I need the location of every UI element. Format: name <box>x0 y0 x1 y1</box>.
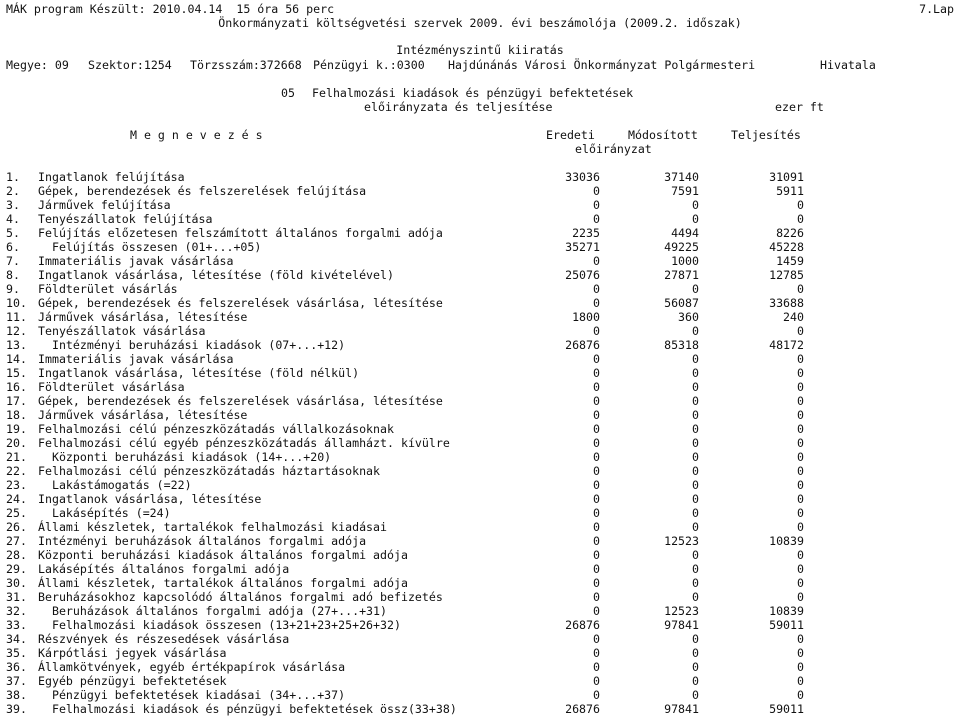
cell-orig: 0 <box>593 408 600 422</box>
cell-act: 0 <box>797 660 804 674</box>
cell-act: 0 <box>797 520 804 534</box>
row-label: Pénzügyi befektetések kiadásai (34+...+37) <box>38 688 346 702</box>
cell-mod: 4494 <box>671 226 699 240</box>
cell-mod: 7591 <box>671 184 699 198</box>
row-label: Felújítás összesen (01+...+05) <box>38 240 262 254</box>
row-number: 9. <box>6 282 20 296</box>
cell-act: 0 <box>797 212 804 226</box>
row-number: 38. <box>6 688 27 702</box>
cell-orig: 0 <box>593 478 600 492</box>
cell-mod: 0 <box>692 282 699 296</box>
cell-act: 10839 <box>769 604 804 618</box>
row-label: Felhalmozási célú pénzeszközátadás háztartásoknak <box>38 464 381 478</box>
row-label: Kárpótlási jegyek vásárlása <box>38 646 227 660</box>
cell-act: 0 <box>797 646 804 660</box>
row-number: 31. <box>6 590 27 604</box>
cell-act: 0 <box>797 548 804 562</box>
report-subtitle: Önkormányzati költségvetési szervek 2009. évi beszámolója (2009.2. időszak) <box>218 16 742 30</box>
cell-orig: 0 <box>593 212 600 226</box>
cell-orig: 0 <box>593 688 600 702</box>
cell-mod: 12523 <box>664 604 699 618</box>
cell-act: 0 <box>797 478 804 492</box>
row-label: Felhalmozási célú egyéb pénzeszközátadás államházt. kívülre <box>38 436 450 450</box>
cell-orig: 26876 <box>565 702 600 716</box>
cell-act: 0 <box>797 408 804 422</box>
cell-act: 1459 <box>776 254 804 268</box>
cell-act: 0 <box>797 590 804 604</box>
row-label: Immateriális javak vásárlása <box>38 254 234 268</box>
cell-mod: 0 <box>692 576 699 590</box>
cell-mod: 360 <box>678 310 699 324</box>
row-number: 21. <box>6 450 27 464</box>
row-number: 32. <box>6 604 27 618</box>
row-label: Államkötvények, egyéb értékpapírok vásárlása <box>38 660 346 674</box>
row-label: Tenyészállatok vásárlása <box>38 324 206 338</box>
cell-act: 0 <box>797 352 804 366</box>
column-budget-header: előirányzat <box>575 142 652 156</box>
cell-orig: 0 <box>593 254 600 268</box>
row-number: 33. <box>6 618 27 632</box>
cell-mod: 0 <box>692 212 699 226</box>
cell-act: 31091 <box>769 170 804 184</box>
row-label: Gépek, berendezések és felszerelések vásárlása, létesítése <box>38 296 443 310</box>
cell-act: 33688 <box>769 296 804 310</box>
row-label: Felhalmozási célú pénzeszközátadás vállalkozásoknak <box>38 422 394 436</box>
cell-mod: 49225 <box>664 240 699 254</box>
row-number: 20. <box>6 436 27 450</box>
row-number: 13. <box>6 338 27 352</box>
cell-mod: 37140 <box>664 170 699 184</box>
cell-mod: 0 <box>692 492 699 506</box>
cell-mod: 85318 <box>664 338 699 352</box>
report-code: 05 <box>281 86 295 100</box>
cell-act: 0 <box>797 450 804 464</box>
row-number: 22. <box>6 464 27 478</box>
cell-act: 0 <box>797 688 804 702</box>
cell-orig: 35271 <box>565 240 600 254</box>
cell-orig: 0 <box>593 632 600 646</box>
cell-orig: 26876 <box>565 618 600 632</box>
row-number: 17. <box>6 394 27 408</box>
row-label: Központi beruházási kiadások általános forgalmi adója <box>38 548 408 562</box>
cell-orig: 26876 <box>565 338 600 352</box>
row-number: 10. <box>6 296 27 310</box>
cell-orig: 0 <box>593 296 600 310</box>
unit-label: ezer ft <box>775 100 824 114</box>
cell-act: 240 <box>783 310 804 324</box>
row-number: 19. <box>6 422 27 436</box>
cell-mod: 0 <box>692 478 699 492</box>
cell-act: 45228 <box>769 240 804 254</box>
row-label: Ingatlanok vásárlása, létesítése <box>38 492 262 506</box>
cell-orig: 0 <box>593 674 600 688</box>
row-number: 8. <box>6 268 20 282</box>
row-label: Részvények és részesedések vásárlása <box>38 632 290 646</box>
row-number: 16. <box>6 380 27 394</box>
cell-mod: 0 <box>692 548 699 562</box>
cell-mod: 0 <box>692 660 699 674</box>
row-label: Állami készletek, tartalékok általános forgalmi adója <box>38 576 408 590</box>
cell-orig: 0 <box>593 604 600 618</box>
row-label: Gépek, berendezések és felszerelések vásárlása, létesítése <box>38 394 443 408</box>
cell-orig: 0 <box>593 576 600 590</box>
registry-number: Törzsszám:372668 <box>190 58 302 72</box>
cell-mod: 0 <box>692 464 699 478</box>
cell-mod: 97841 <box>664 702 699 716</box>
row-label: Ingatlanok vásárlása, létesítése (föld nélkül) <box>38 366 360 380</box>
column-name-header: M e g n e v e z é s <box>130 128 263 142</box>
row-label: Járművek vásárlása, létesítése <box>38 310 248 324</box>
report-title: Felhalmozási kiadások és pénzügyi befektetések <box>312 86 634 100</box>
level-label: Intézményszintű kiiratás <box>396 43 564 57</box>
cell-orig: 2235 <box>572 226 600 240</box>
cell-mod: 0 <box>692 436 699 450</box>
cell-act: 10839 <box>769 534 804 548</box>
cell-act: 0 <box>797 380 804 394</box>
program-line: MÁK program Készült: 2010.04.14 15 óra 56 perc <box>6 2 335 16</box>
row-number: 7. <box>6 254 20 268</box>
row-label: Állami készletek, tartalékok felhalmozási kiadásai <box>38 520 388 534</box>
sector-code: Szektor:1254 <box>88 58 172 72</box>
cell-mod: 0 <box>692 422 699 436</box>
institution-name: Hajdúnánás Városi Önkormányzat Polgármesteri <box>448 58 756 72</box>
cell-orig: 0 <box>593 506 600 520</box>
cell-orig: 0 <box>593 548 600 562</box>
row-label: Lakásépítés általános forgalmi adója <box>38 562 290 576</box>
cell-act: 0 <box>797 422 804 436</box>
row-label: Lakástámogatás (=22) <box>38 478 192 492</box>
cell-mod: 0 <box>692 324 699 338</box>
row-number: 15. <box>6 366 27 380</box>
row-number: 6. <box>6 240 20 254</box>
cell-orig: 0 <box>593 436 600 450</box>
cell-mod: 97841 <box>664 618 699 632</box>
row-label: Járművek felújítása <box>38 198 171 212</box>
cell-mod: 0 <box>692 366 699 380</box>
cell-orig: 25076 <box>565 268 600 282</box>
row-label: Gépek, berendezések és felszerelések felújítása <box>38 184 367 198</box>
row-label: Földterület vásárlása <box>38 380 185 394</box>
row-number: 11. <box>6 310 27 324</box>
row-number: 2. <box>6 184 20 198</box>
cell-act: 0 <box>797 436 804 450</box>
row-number: 34. <box>6 632 27 646</box>
row-number: 39. <box>6 702 27 716</box>
cell-orig: 0 <box>593 422 600 436</box>
cell-mod: 0 <box>692 408 699 422</box>
cell-mod: 1000 <box>671 254 699 268</box>
cell-mod: 0 <box>692 380 699 394</box>
row-label: Központi beruházási kiadások (14+...+20) <box>38 450 332 464</box>
cell-act: 8226 <box>776 226 804 240</box>
cell-mod: 56087 <box>664 296 699 310</box>
cell-orig: 0 <box>593 198 600 212</box>
page-number: 7.Lap <box>919 2 954 16</box>
cell-act: 0 <box>797 674 804 688</box>
county-code: Megye: 09 <box>6 58 69 72</box>
row-number: 26. <box>6 520 27 534</box>
cell-orig: 0 <box>593 352 600 366</box>
cell-act: 0 <box>797 324 804 338</box>
cell-act: 0 <box>797 464 804 478</box>
cell-orig: 0 <box>593 380 600 394</box>
column-actual-header: Teljesítés <box>731 128 801 142</box>
row-label: Járművek vásárlása, létesítése <box>38 408 248 422</box>
row-number: 28. <box>6 548 27 562</box>
cell-act: 59011 <box>769 618 804 632</box>
cell-orig: 0 <box>593 590 600 604</box>
cell-mod: 0 <box>692 646 699 660</box>
cell-mod: 0 <box>692 632 699 646</box>
cell-orig: 0 <box>593 282 600 296</box>
cell-mod: 0 <box>692 450 699 464</box>
cell-mod: 0 <box>692 688 699 702</box>
cell-act: 0 <box>797 394 804 408</box>
row-label: Ingatlanok vásárlása, létesítése (föld kivételével) <box>38 268 394 282</box>
cell-mod: 0 <box>692 198 699 212</box>
row-number: 29. <box>6 562 27 576</box>
row-label: Tenyészállatok felújítása <box>38 212 213 226</box>
cell-act: 12785 <box>769 268 804 282</box>
cell-orig: 0 <box>593 562 600 576</box>
cell-mod: 0 <box>692 562 699 576</box>
row-label: Földterület vásárlás <box>38 282 178 296</box>
row-number: 3. <box>6 198 20 212</box>
row-number: 14. <box>6 352 27 366</box>
cell-orig: 0 <box>593 646 600 660</box>
row-number: 23. <box>6 478 27 492</box>
row-number: 30. <box>6 576 27 590</box>
cell-act: 0 <box>797 282 804 296</box>
cell-orig: 1800 <box>572 310 600 324</box>
row-number: 35. <box>6 646 27 660</box>
row-number: 1. <box>6 170 20 184</box>
cell-orig: 0 <box>593 394 600 408</box>
report-title-2: előirányzata és teljesítése <box>364 100 553 114</box>
row-label: Egyéb pénzügyi befektetések <box>38 674 227 688</box>
column-original-header: Eredeti <box>546 128 595 142</box>
row-number: 12. <box>6 324 27 338</box>
cell-act: 0 <box>797 492 804 506</box>
row-label: Felhalmozási kiadások és pénzügyi befektetések össz(33+38) <box>38 702 457 716</box>
cell-orig: 0 <box>593 492 600 506</box>
cell-act: 0 <box>797 632 804 646</box>
row-label: Intézményi beruházási kiadások (07+...+12) <box>38 338 346 352</box>
ministry-code: Pénzügyi k.:0300 <box>313 58 425 72</box>
row-label: Beruházásokhoz kapcsolódó általános forgalmi adó befizetés <box>38 590 443 604</box>
cell-orig: 0 <box>593 464 600 478</box>
cell-act: 0 <box>797 562 804 576</box>
cell-mod: 0 <box>692 394 699 408</box>
cell-orig: 0 <box>593 184 600 198</box>
cell-act: 0 <box>797 576 804 590</box>
row-number: 27. <box>6 534 27 548</box>
row-label: Felújítás előzetesen felszámított általános forgalmi adója <box>38 226 443 240</box>
cell-orig: 0 <box>593 520 600 534</box>
cell-mod: 0 <box>692 506 699 520</box>
row-label: Lakásépítés (=24) <box>38 506 171 520</box>
cell-orig: 0 <box>593 324 600 338</box>
cell-orig: 0 <box>593 660 600 674</box>
cell-orig: 0 <box>593 450 600 464</box>
row-label: Immateriális javak vásárlása <box>38 352 234 366</box>
cell-orig: 0 <box>593 366 600 380</box>
row-label: Beruházások általános forgalmi adója (27+...+31) <box>38 604 388 618</box>
cell-orig: 33036 <box>565 170 600 184</box>
cell-mod: 0 <box>692 352 699 366</box>
cell-act: 0 <box>797 366 804 380</box>
cell-act: 0 <box>797 198 804 212</box>
row-number: 5. <box>6 226 20 240</box>
row-number: 18. <box>6 408 27 422</box>
cell-mod: 27871 <box>664 268 699 282</box>
cell-mod: 0 <box>692 590 699 604</box>
cell-mod: 0 <box>692 520 699 534</box>
cell-mod: 12523 <box>664 534 699 548</box>
row-number: 37. <box>6 674 27 688</box>
column-modified-header: Módosított <box>628 128 698 142</box>
row-number: 24. <box>6 492 27 506</box>
row-label: Felhalmozási kiadások összesen (13+21+23+25+26+32) <box>38 618 401 632</box>
cell-act: 59011 <box>769 702 804 716</box>
row-number: 25. <box>6 506 27 520</box>
row-number: 4. <box>6 212 20 226</box>
cell-act: 0 <box>797 506 804 520</box>
cell-act: 48172 <box>769 338 804 352</box>
cell-orig: 0 <box>593 534 600 548</box>
row-label: Intézményi beruházások általános forgalmi adója <box>38 534 367 548</box>
row-label: Ingatlanok felújítása <box>38 170 185 184</box>
cell-mod: 0 <box>692 674 699 688</box>
office-name: Hivatala <box>820 58 876 72</box>
cell-act: 5911 <box>776 184 804 198</box>
row-number: 36. <box>6 660 27 674</box>
